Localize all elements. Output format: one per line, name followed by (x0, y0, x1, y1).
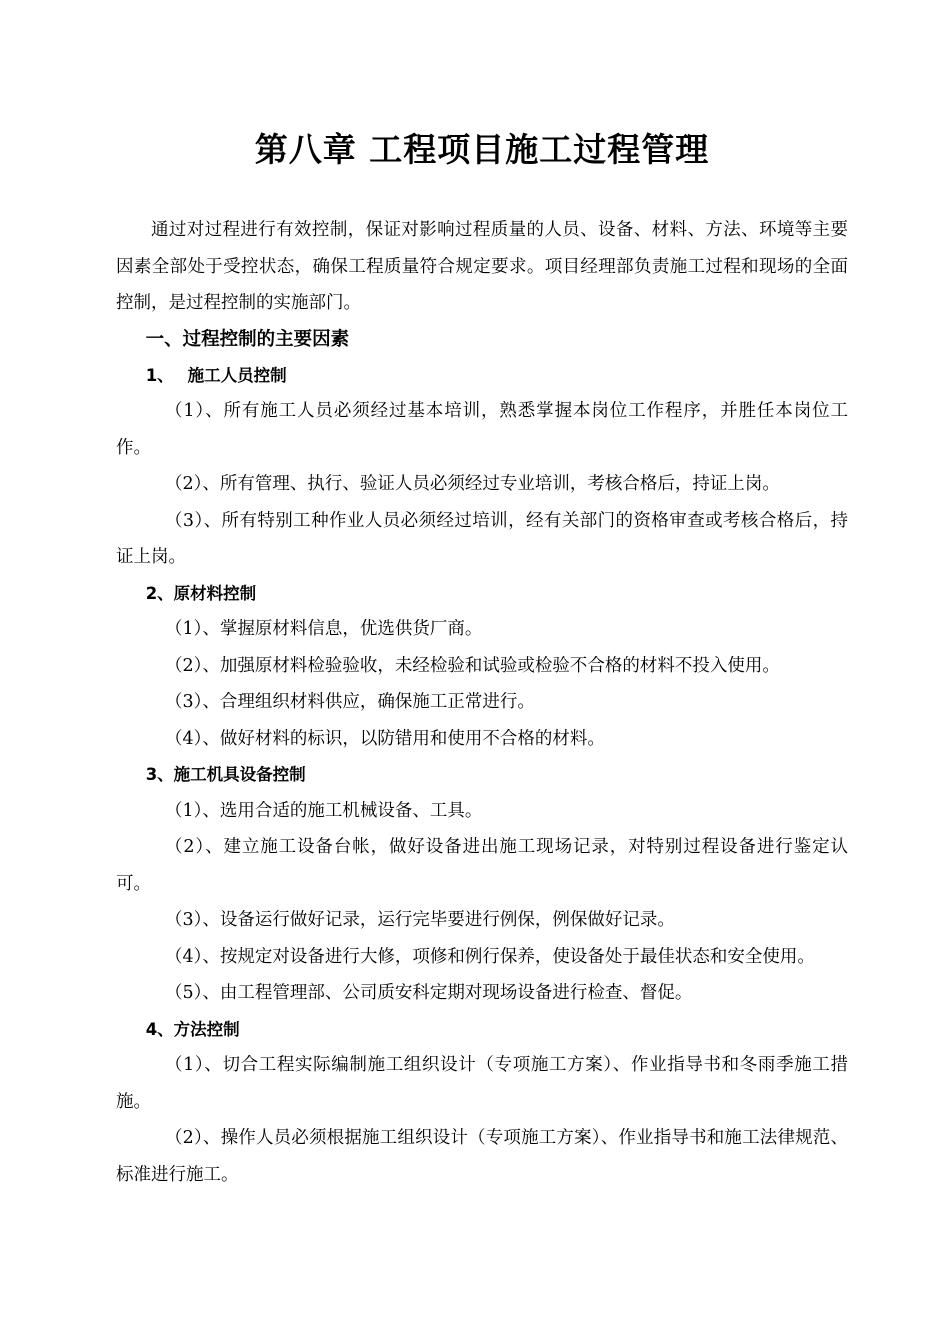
subsection-heading-personnel (116, 358, 848, 394)
list-item: （2）、建立施工设备台帐，做好设备进出施工现场记录，对特别过程设备进行鉴定认可。 (116, 837, 848, 894)
subsection-heading-materials: 2、原材料控制 (145, 583, 257, 603)
list-item: （1）、切合工程实际编制施工组织设计（专项施工方案）、作业指导书和冬雨季施工措施。 (116, 1055, 848, 1112)
list-item: （1）、掌握原材料信息，优选供货厂商。 (165, 619, 483, 639)
list-item: （3）、所有特别工种作业人员必须经过培训，经有关部门的资格审查或考核合格后，持证上岗。 (116, 510, 848, 567)
list-item: （2）、操作人员必须根据施工组织设计（专项施工方案）、作业指导书和施工法律规范、标准进行施工。 (116, 1128, 848, 1185)
subsection-heading-methods: 4、方法控制 (145, 1019, 240, 1039)
list-item: （3）、设备运行做好记录，运行完毕要进行例保，例保做好记录。 (165, 910, 675, 930)
list-item: （5）、由工程管理部、公司质安科定期对现场设备进行检查、督促。 (165, 983, 693, 1003)
section-heading: 一、过程控制的主要因素 (145, 328, 350, 350)
list-item: （2）、所有管理、执行、验证人员必须经过专业培训，考核合格后，持证上岗。 (165, 474, 780, 494)
subsection-title: 施工人员控制 (187, 365, 287, 385)
list-item: （4）、按规定对设备进行大修，项修和例行保养，使设备处于最佳状态和安全使用。 (165, 946, 815, 967)
document-body (116, 212, 848, 1193)
intro-paragraph: 通过对过程进行有效控制，保证对影响过程质量的人员、设备、材料、方法、环境等主要因素全部处于受控状态，确保工程质量符合规定要求。项目经理部负责施工过程和现场的全面控制，是过程控制的实施部门。 (116, 220, 848, 313)
list-item: （4）、做好材料的标识，以防错用和使用不合格的材料。 (165, 728, 605, 749)
subsection-heading-equipment: 3、施工机具设备控制 (145, 765, 306, 784)
list-item: （3）、合理组织材料供应，确保施工正常进行。 (165, 692, 535, 712)
list-item: （1）、选用合适的施工机械设备、工具。 (165, 800, 483, 821)
list-item: （2）、加强原材料检验验收，未经检验和试验或检验不合格的材料不投入使用。 (165, 655, 780, 676)
document-title: 第八章 工程项目施工过程管理 (254, 130, 710, 169)
subsection-number: 1、 (145, 365, 174, 385)
list-item: （1）、所有施工人员必须经过基本培训，熟悉掌握本岗位工作程序，并胜任本岗位工作。 (116, 401, 848, 458)
